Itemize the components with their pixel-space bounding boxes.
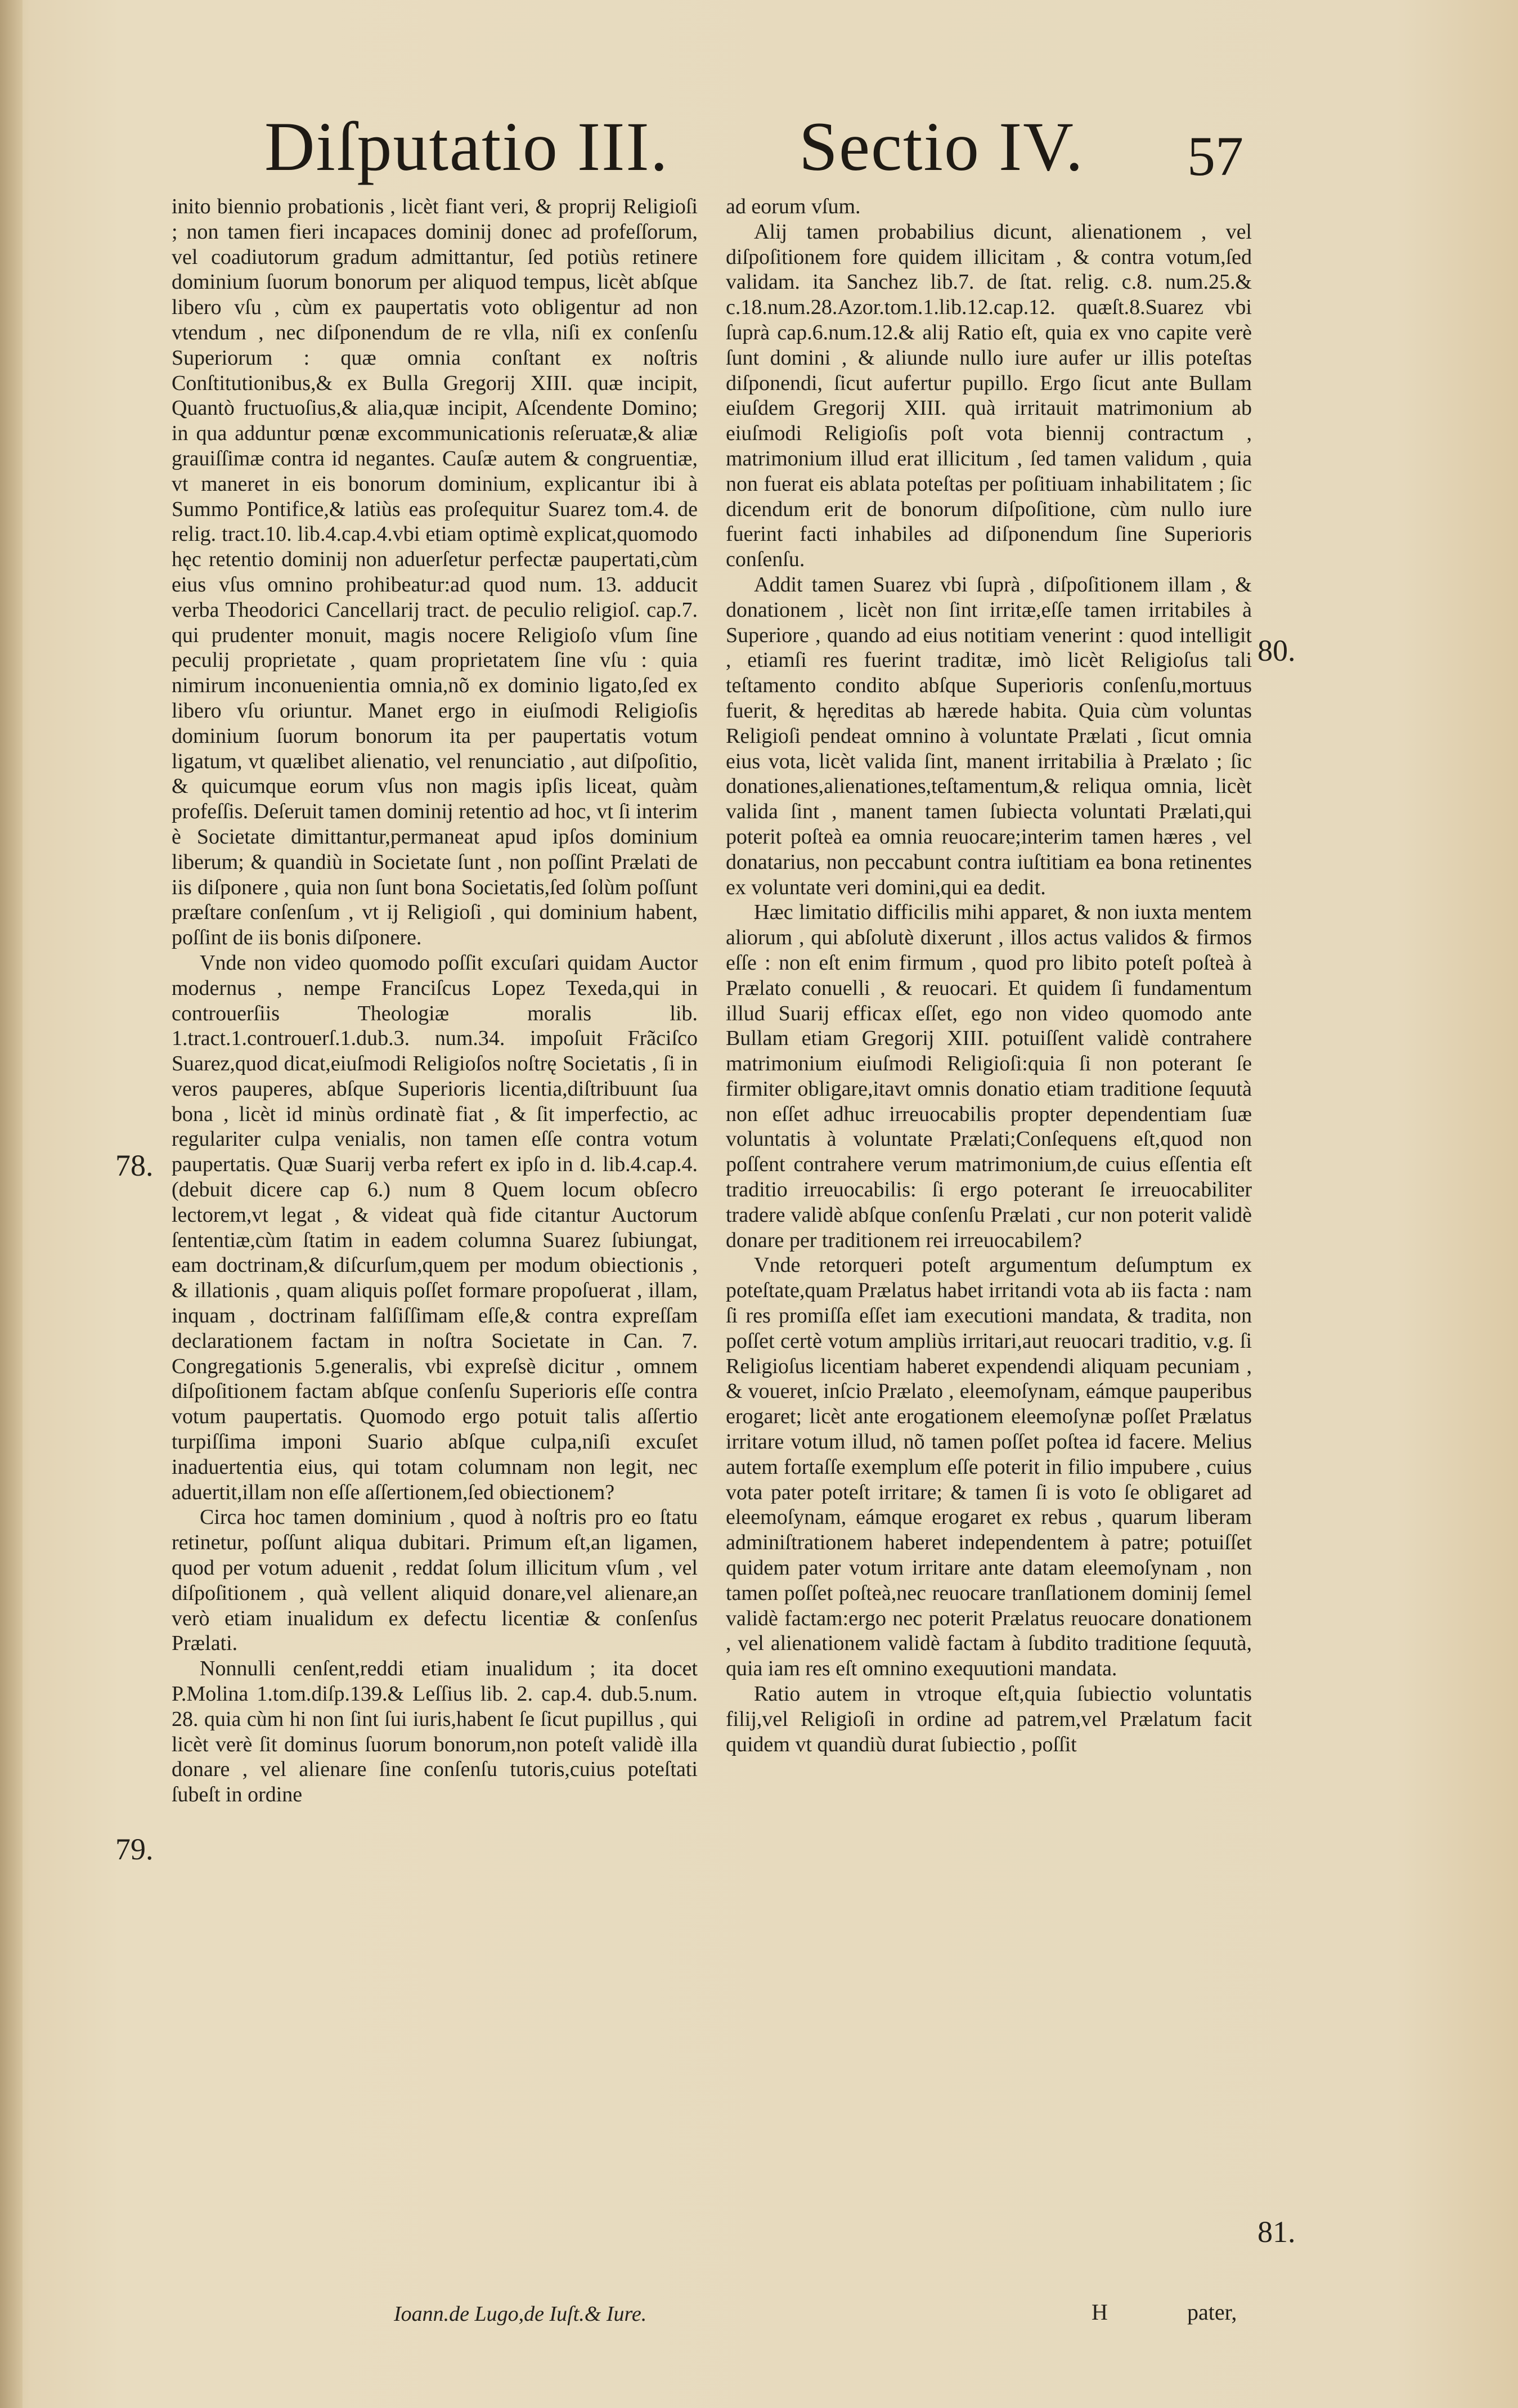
margin-number-78: 78.: [115, 1149, 154, 1182]
paragraph: Ratio autem in vtroque eſt,quia ſubiectio voluntatis filij,vel Religioſi in ordine ad patrem,vel Prælatum facit quidem vt quandiù durat ſubiectio , poſſit: [726, 1682, 1252, 1756]
paragraph: ad eorum vſum.: [726, 195, 861, 218]
running-head-left: Diſputatio III.: [264, 108, 669, 185]
page-number: 57: [1187, 125, 1243, 187]
running-title-footer: Ioann.de Lugo,de Iuſt.& Iure.: [394, 2302, 647, 2326]
margin-number-80: 80.: [1257, 634, 1296, 667]
paragraph: Vnde retorqueri poteſt argumentum deſumptum ex poteſtate,quam Prælatus habet irritandi vota ab iis facta : nam ſi res promiſſa eſſet iam executioni mandata, & tradita, non poſſet certè votum ampliùs irritari,aut reuocari traditio, v.g. ſi Religioſus licentiam haberet expendendi aliquam pecuniam , & voueret, inſcio Prælato , eleemoſynam, eámque pauperibus erogaret; licèt ante erogationem eleemoſynæ poſſet Prælatus irritare votum illud, nõ tamen poſſet poſtea id facere. Melius autem fortaſſe exemplum eſſe poterit in filio impubere , cuius vota pater poteſt irritare; & tamen ſi is voto ſe obligaret ad eleemoſynam, eámque erogaret ex rebus , quarum liberam adminiſtrationem haberet independentem à patre; potuiſſet quidem pater votum irritare ante datam eleemoſynam , non tamen poſſet poſteà,nec reuocare tranſlationem dominij ſemel validè factam:ergo nec poterit Prælatus reuocare donationem , vel alienationem validè factam à ſubdito traditione ſequutà, quia iam res eſt omnino exequutioni mandata.: [726, 1253, 1252, 1681]
running-head-right: Sectio IV.: [799, 108, 1084, 185]
margin-number-79: 79.: [115, 1832, 154, 1866]
left-column: [172, 194, 698, 1808]
catchword: pater,: [1187, 2299, 1237, 2325]
paragraph: Addit tamen Suarez vbi ſuprà , diſpoſitionem illam , & donationem , licèt non ſint irritæ,eſſe tamen irritabiles à Superiore , quando ad eius notitiam venerint : quod intelligit , etiamſi res fuerint traditæ, imò licèt Religioſus tali teſtamento condito abſque Superioris conſenſu,mortuus fuerit, & hęreditas ab hærede habita. Quia cùm voluntas Religioſi pendeat omnino à voluntate Prælati , ſicut omnia eius vota, licèt valida ſint, manent irritabilia à Prælato ; ſic donationes,alienationes,teſtamentum,& reliqua omnia, licèt valida ſint , manent tamen ſubiecta voluntati Prælati,qui poterit poſteà ea omnia reuocare;interim tamen hæres , vel donatarius, non peccabunt contra iuſtitiam ea bona retinentes ex voluntate veri domini,qui ea dedit.: [726, 572, 1252, 899]
paragraph: Circa hoc tamen dominium , quod à noſtris pro eo ſtatu retinetur, poſſunt aliqua dubitari. Primum eſt,an ligamen, quod per votum aduenit , reddat ſolum illicitum vſum , vel diſpoſitionem , quà vellent aliquid donare,vel alienare,an verò etiam inualidum ex defectu licentiæ & conſenſus Prælati.: [172, 1505, 698, 1656]
right-column: [726, 194, 1252, 1757]
page-gutter-shadow: [0, 0, 23, 2408]
margin-number-81: 81.: [1257, 2215, 1296, 2249]
signature-mark: H: [1092, 2299, 1108, 2325]
paragraph: Hæc limitatio difficilis mihi apparet, & non iuxta mentem aliorum , qui abſolutè dixerunt , illos actus validos & firmos eſſe : non eſt enim firmum , quod pro libito poteſt poſteà à Prælato conuelli , & reuocari. Et quidem ſi fundamentum illud Suarij efficax eſſet, ego non video quomodo ante Bullam etiam Gregorij XIII. potuiſſent validè contrahere matrimonium eiuſmodi Religioſi:quia ſi non poterant ſe firmiter obligare,itavt omnis donatio etiam traditione ſequutà non eſſet adhuc irreuocabilis propter dependentiam ſuæ voluntatis à voluntate Prælati;Conſequens eſt,quod non poſſent contrahere verum matrimonium,de cuius eſſentia eſt traditio irreuocabilis: ſi ergo poterant ſe irreuocabiliter tradere validè abſque conſenſu Prælati , cur non poterit validè donare per traditionem rei irreuocabilem?: [726, 900, 1252, 1252]
paragraph: Vnde non video quomodo poſſit excuſari quidam Auctor modernus , nempe Franciſcus Lopez Texeda,qui in controuerſiis Theologiæ moralis lib. 1.tract.1.controuerſ.1.dub.3. num.34. impoſuit Frãciſco Suarez,quod dicat,eiuſmodi Religioſos noſtrę Societatis , ſi in veros pauperes, abſque Superioris licentia,diſtribuunt ſua bona , licèt id minùs ordinatè fiat , & ſit imperfectio, ac regulariter culpa venialis, non tamen eſſe contra votum paupertatis. Quæ Suarij verba refert ex ipſo in d. lib.4.cap.4.(debuit dicere cap 6.) num 8 Quem locum obſecro lectorem,vt legat , & videat quà fide citantur Auctorum ſententiæ,cùm ſtatim in eadem columna Suarez ſubiungat, eam doctrinam,& diſcurſum,quem per modum obiectionis , & illationis , quam aliquis poſſet formare propoſuerat , illam, inquam , doctrinam falſiſſimam eſſe,& contra expreſſam declarationem factam in noſtra Societate in Can. 7. Congregationis 5.generalis, vbi expreſsè dicitur , omnem diſpoſitionem factam abſque conſenſu Superioris eſſe contra votum paupertatis. Quomodo ergo potuit talis aſſertio turpiſſima imponi Suario abſque culpa,niſi excuſet inaduertentia eius, qui totam columnam non legit, nec aduertit,illam non eſſe aſſertionem,ſed obiectionem?: [172, 950, 698, 1504]
paragraph: inito biennio probationis , licèt fiant veri, & proprij Religioſi ; non tamen fieri incapaces dominij donec ad profeſſorum, vel coadiutorum gradum admittantur, ſed potiùs retinere dominium ſuorum bonorum per aliquod tempus, licèt abſque libero vſu , cùm ex paupertatis voto obligentur ad non vtendum , nec diſponendum de re vlla, niſi ex conſenſu Superiorum : quæ omnia conſtant ex noſtris Conſtitutionibus,& ex Bulla Gregorij XIII. quæ incipit, Quantò fructuoſius,& alia,quæ incipit, Aſcendente Domino; in qua adduntur pœnæ excommunicationis reſeruatæ,& aliæ grauiſſimæ contra id negantes. Cauſæ autem & congruentiæ, vt maneret in eis bonorum dominium, explicantur ibi à Summo Pontifice,& latiùs eas proſequitur Suarez tom.4. de relig. tract.10. lib.4.cap.4.vbi etiam optimè explicat,quomodo hęc retentio dominij non aduerſetur perfectæ paupertati,cùm eius vſus omnino prohibeatur:ad quod num. 13. adducit verba Theodorici Cancellarij tract. de peculio religioſ. cap.7. qui prudenter monuit, magis nocere Religioſo vſum ſine peculij proprietate , quam proprietatem ſine vſu : quia nimirum inconuenientia omnia,nõ ex dominio ligato,ſed ex libero vſu oriuntur. Manet ergo in eiuſmodi Religioſis dominium ſuorum bonorum ita per paupertatis votum ligatum, vt quælibet alienatio, vel renunciatio , aut diſpoſitio, & quicumque eorum vſus non magis ipſis liceat, quàm profeſſis. Deſeruit tamen dominij retentio ad hoc, vt ſi interim è Societate dimittantur,permaneat apud ipſos dominium liberum; & quandiù in Societate ſunt , non poſſint Prælati de iis diſponere , quia non ſunt bona Societatis,ſed ſolùm poſſunt præſtare conſenſum , vt ij Religioſi , qui dominium habent, poſſint de iis bonis diſponere.: [172, 195, 698, 950]
paragraph: Alij tamen probabilius dicunt, alienationem , vel diſpoſitionem fore quidem illicitam , & contra votum,ſed validam. ita Sanchez lib.7. de ſtat. relig. c.8. num.25.& c.18.num.28.Azor.tom.1.lib.12.cap.12. quæſt.8.Suarez vbi ſuprà cap.6.num.12.& alij Ratio eſt, quia ex vno capite verè ſunt domini , & aliunde nullo iure aufer ur illis poteſtas diſponendi, ſicut aufertur pupillo. Ergo ſicut ante Bullam eiuſdem Gregorij XIII. quà irritauit matrimonium ab eiuſmodi Religioſis poſt vota biennij contractum , matrimonium illud erat illicitum , ſed tamen validum , quia non fuerat eis ablata poteſtas per poſitiuam inhabilitatem ; ſic dicendum erit de bonorum diſpoſitione, cùm nullo iure fuerint facti inhabiles ad diſponendum ſine Superioris conſenſu.: [726, 219, 1252, 572]
paragraph: Nonnulli cenſent,reddi etiam inualidum ; ita docet P.Molina 1.tom.diſp.139.& Leſſius lib. 2. cap.4. dub.5.num. 28. quia cùm hi non ſint ſui iuris,habent ſe ſicut pupillus , qui licèt verè ſit dominus ſuorum bonorum,non poteſt validè illa donare , vel alienare ſine conſenſu tutoris,cuius poteſtati ſubeſt in ordine: [172, 1657, 698, 1807]
